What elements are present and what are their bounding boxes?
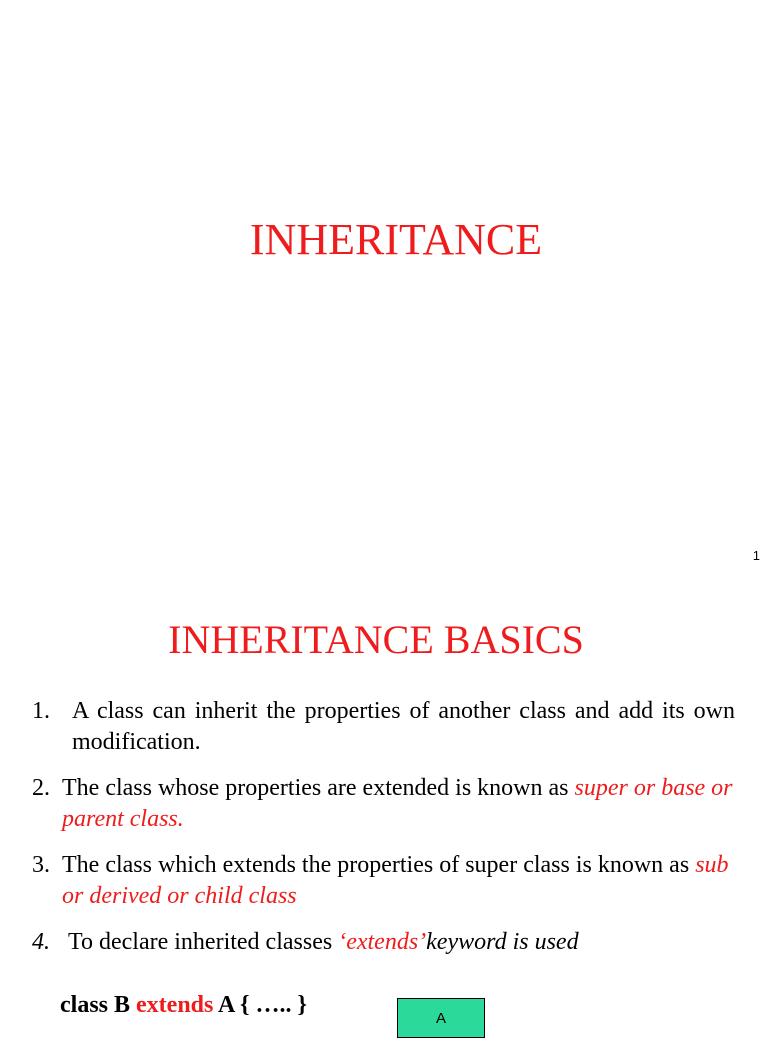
list-item-number: 2. bbox=[32, 775, 50, 801]
list-item-number: 1. bbox=[32, 698, 50, 724]
list-item-highlight: super or base or parent class. bbox=[62, 775, 733, 832]
list-item bbox=[32, 927, 735, 958]
list-item-number: 3. bbox=[32, 852, 50, 878]
list-item bbox=[32, 696, 735, 758]
list-item-text: A class can inherit the properties of another class and add its own modification. bbox=[72, 698, 735, 755]
list-item bbox=[32, 850, 735, 912]
list-item-text: To declare inherited classes bbox=[68, 929, 339, 955]
code-prefix: class B bbox=[60, 992, 137, 1018]
list-item-highlight: ‘extends’ bbox=[338, 929, 427, 955]
class-a-box: A bbox=[397, 998, 485, 1038]
code-keyword: extends bbox=[136, 992, 214, 1018]
basics-list bbox=[32, 696, 735, 958]
list-item-text: The class which extends the properties of super class is known as bbox=[62, 852, 696, 878]
list-item-text-after: keyword is used bbox=[426, 929, 579, 955]
list-item bbox=[32, 773, 735, 835]
slide-title-inheritance-basics: INHERITANCE BASICS bbox=[168, 617, 584, 662]
list-item-number: 4. bbox=[32, 929, 50, 955]
code-suffix: A { ….. } bbox=[213, 992, 307, 1018]
list-item-highlight: sub or derived or child class bbox=[62, 852, 729, 909]
code-example bbox=[60, 992, 307, 1019]
slide-title-inheritance: INHERITANCE bbox=[249, 215, 543, 264]
list-item-text: The class whose properties are extended is known as bbox=[62, 775, 575, 801]
page-number: 1 bbox=[752, 548, 760, 563]
